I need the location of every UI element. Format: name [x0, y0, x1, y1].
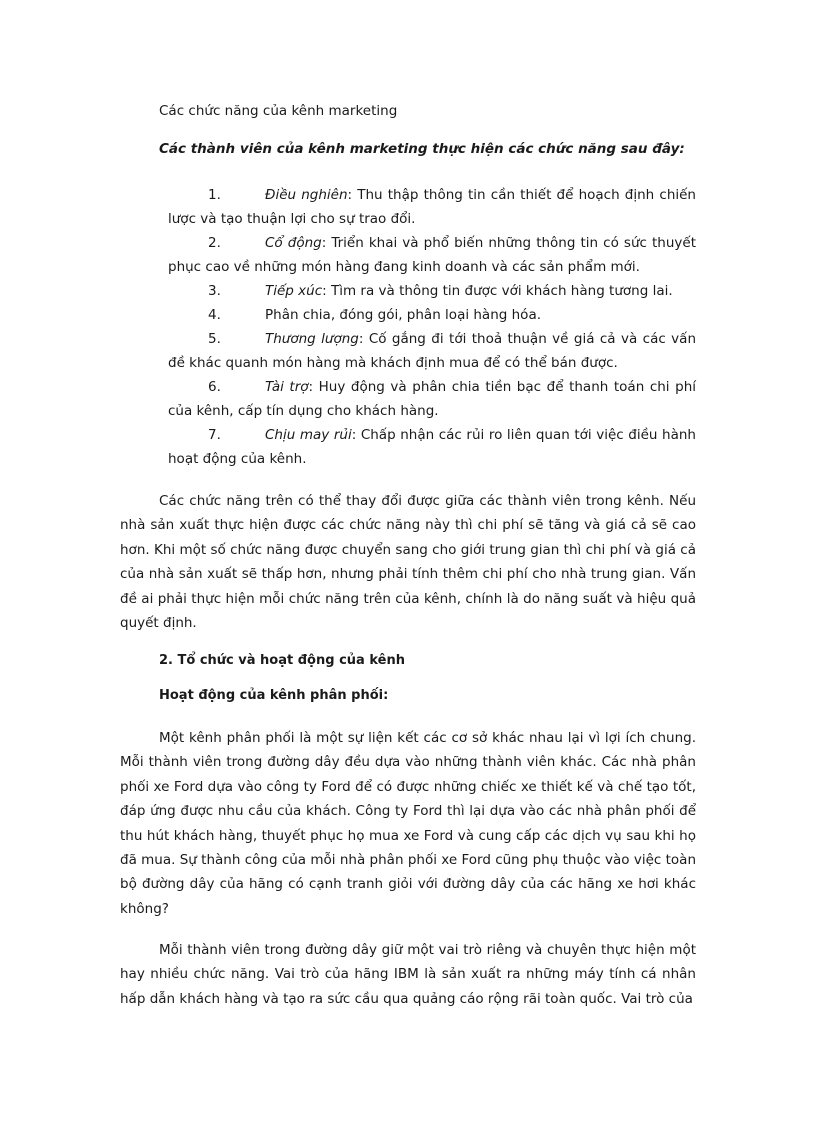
list-term: Điều nghiên	[265, 187, 348, 203]
list-term: Thương lượng	[265, 331, 359, 347]
list-item	[168, 375, 696, 423]
functions-list	[168, 183, 696, 471]
paragraph-channel-operation: Một kênh phân phối là một sự liện kết các cơ sở khác nhau lại vì lợi ích chung. Mỗi thành viên trong đường dây đều dựa vào những thành viên khác. Các nhà phân phối xe Ford dựa vào công ty Ford để có được những chiếc xe thiết kế và chế tạo tốt, đáp ứng được nhu cầu của khách. Công ty Ford thì lại dựa vào các nhà phân phối để thu hút khách hàng, thuyết phục họ mua xe Ford và cung cấp các dịch vụ sau khi họ đã mua. Sự thành công của mỗi nhà phân phối xe Ford cũng phụ thuộc vào việc toàn bộ đường dây của hãng có cạnh tranh giỏi với đường dây của các hãng xe hơi khác không?	[120, 730, 696, 917]
list-number: 6.	[208, 379, 221, 395]
list-text: : Tìm ra và thông tin được với khách hàng tương lai.	[322, 283, 673, 299]
list-item	[168, 183, 696, 231]
list-number: 1.	[208, 187, 221, 203]
list-term: Chịu may rủi	[265, 427, 352, 443]
heading-member-functions: Các thành viên của kênh marketing thực hiện các chức năng sau đây:	[159, 141, 685, 157]
list-term: Cổ động	[265, 235, 322, 251]
list-number: 3.	[208, 283, 221, 299]
list-text: Phân chia, đóng gói, phân loại hàng hóa.	[265, 307, 542, 323]
list-number: 4.	[208, 307, 221, 323]
list-text: : Cố gắng đi tới thoả thuận về giá cả và các vấn đề khác quanh món hàng mà khách định mua để có thể bán được.	[168, 331, 697, 371]
list-text: : Chấp nhận các rủi ro liên quan tới việc điều hành hoạt động của kênh.	[168, 427, 696, 467]
list-text: : Triển khai và phổ biến những thông tin có sức thuyết phục cao về những món hàng đang kinh doanh và các sản phẩm mới.	[168, 235, 696, 275]
list-item	[168, 327, 696, 375]
list-item	[168, 423, 696, 471]
subsection-title: Hoạt động của kênh phân phối:	[159, 688, 389, 703]
list-item	[168, 279, 696, 303]
paragraph-member-roles: Mỗi thành viên trong đường dây giữ một vai trò riêng và chuyên thực hiện một hay nhiều chức năng. Vai trò của hãng IBM là sản xuất ra những máy tính cá nhân hấp dẫn khách hàng và tạo ra sức cầu qua quảng cáo rộng rãi toàn quốc. Vai trò của	[120, 942, 696, 1007]
list-term: Tiếp xúc	[265, 283, 323, 299]
list-number: 7.	[208, 427, 221, 443]
list-number: 5.	[208, 331, 221, 347]
paragraph-function-changes: Các chức năng trên có thể thay đổi được giữa các thành viên trong kênh. Nếu nhà sản xuất thực hiện được các chức năng này thì chi phí sẽ tăng và giá cả sẽ cao hơn. Khi một số chức năng được chuyển sang cho giới trung gian thì chi phí và giá cả của nhà sản xuất sẽ thấp hơn, nhưng phải tính thêm chi phí cho nhà trung gian. Vấn đề ai phải thực hiện mỗi chức năng trên của kênh, chính là do năng suất và hiệu quả quyết định.	[120, 493, 696, 632]
list-item	[168, 303, 696, 327]
list-item	[168, 231, 696, 279]
list-text: : Thu thập thông tin cần thiết để hoạch định chiến lược và tạo thuận lợi cho sự trao đổi.	[168, 187, 696, 227]
section-title: 2. Tổ chức và hoạt động của kênh	[159, 653, 405, 668]
heading-marketing-functions: Các chức năng của kênh marketing	[159, 103, 398, 119]
list-term: Tài trợ	[265, 379, 309, 395]
list-text: : Huy động và phân chia tiền bạc để thanh toán chi phí của kênh, cấp tín dụng cho khách hàng.	[168, 379, 696, 419]
list-number: 2.	[208, 235, 221, 251]
